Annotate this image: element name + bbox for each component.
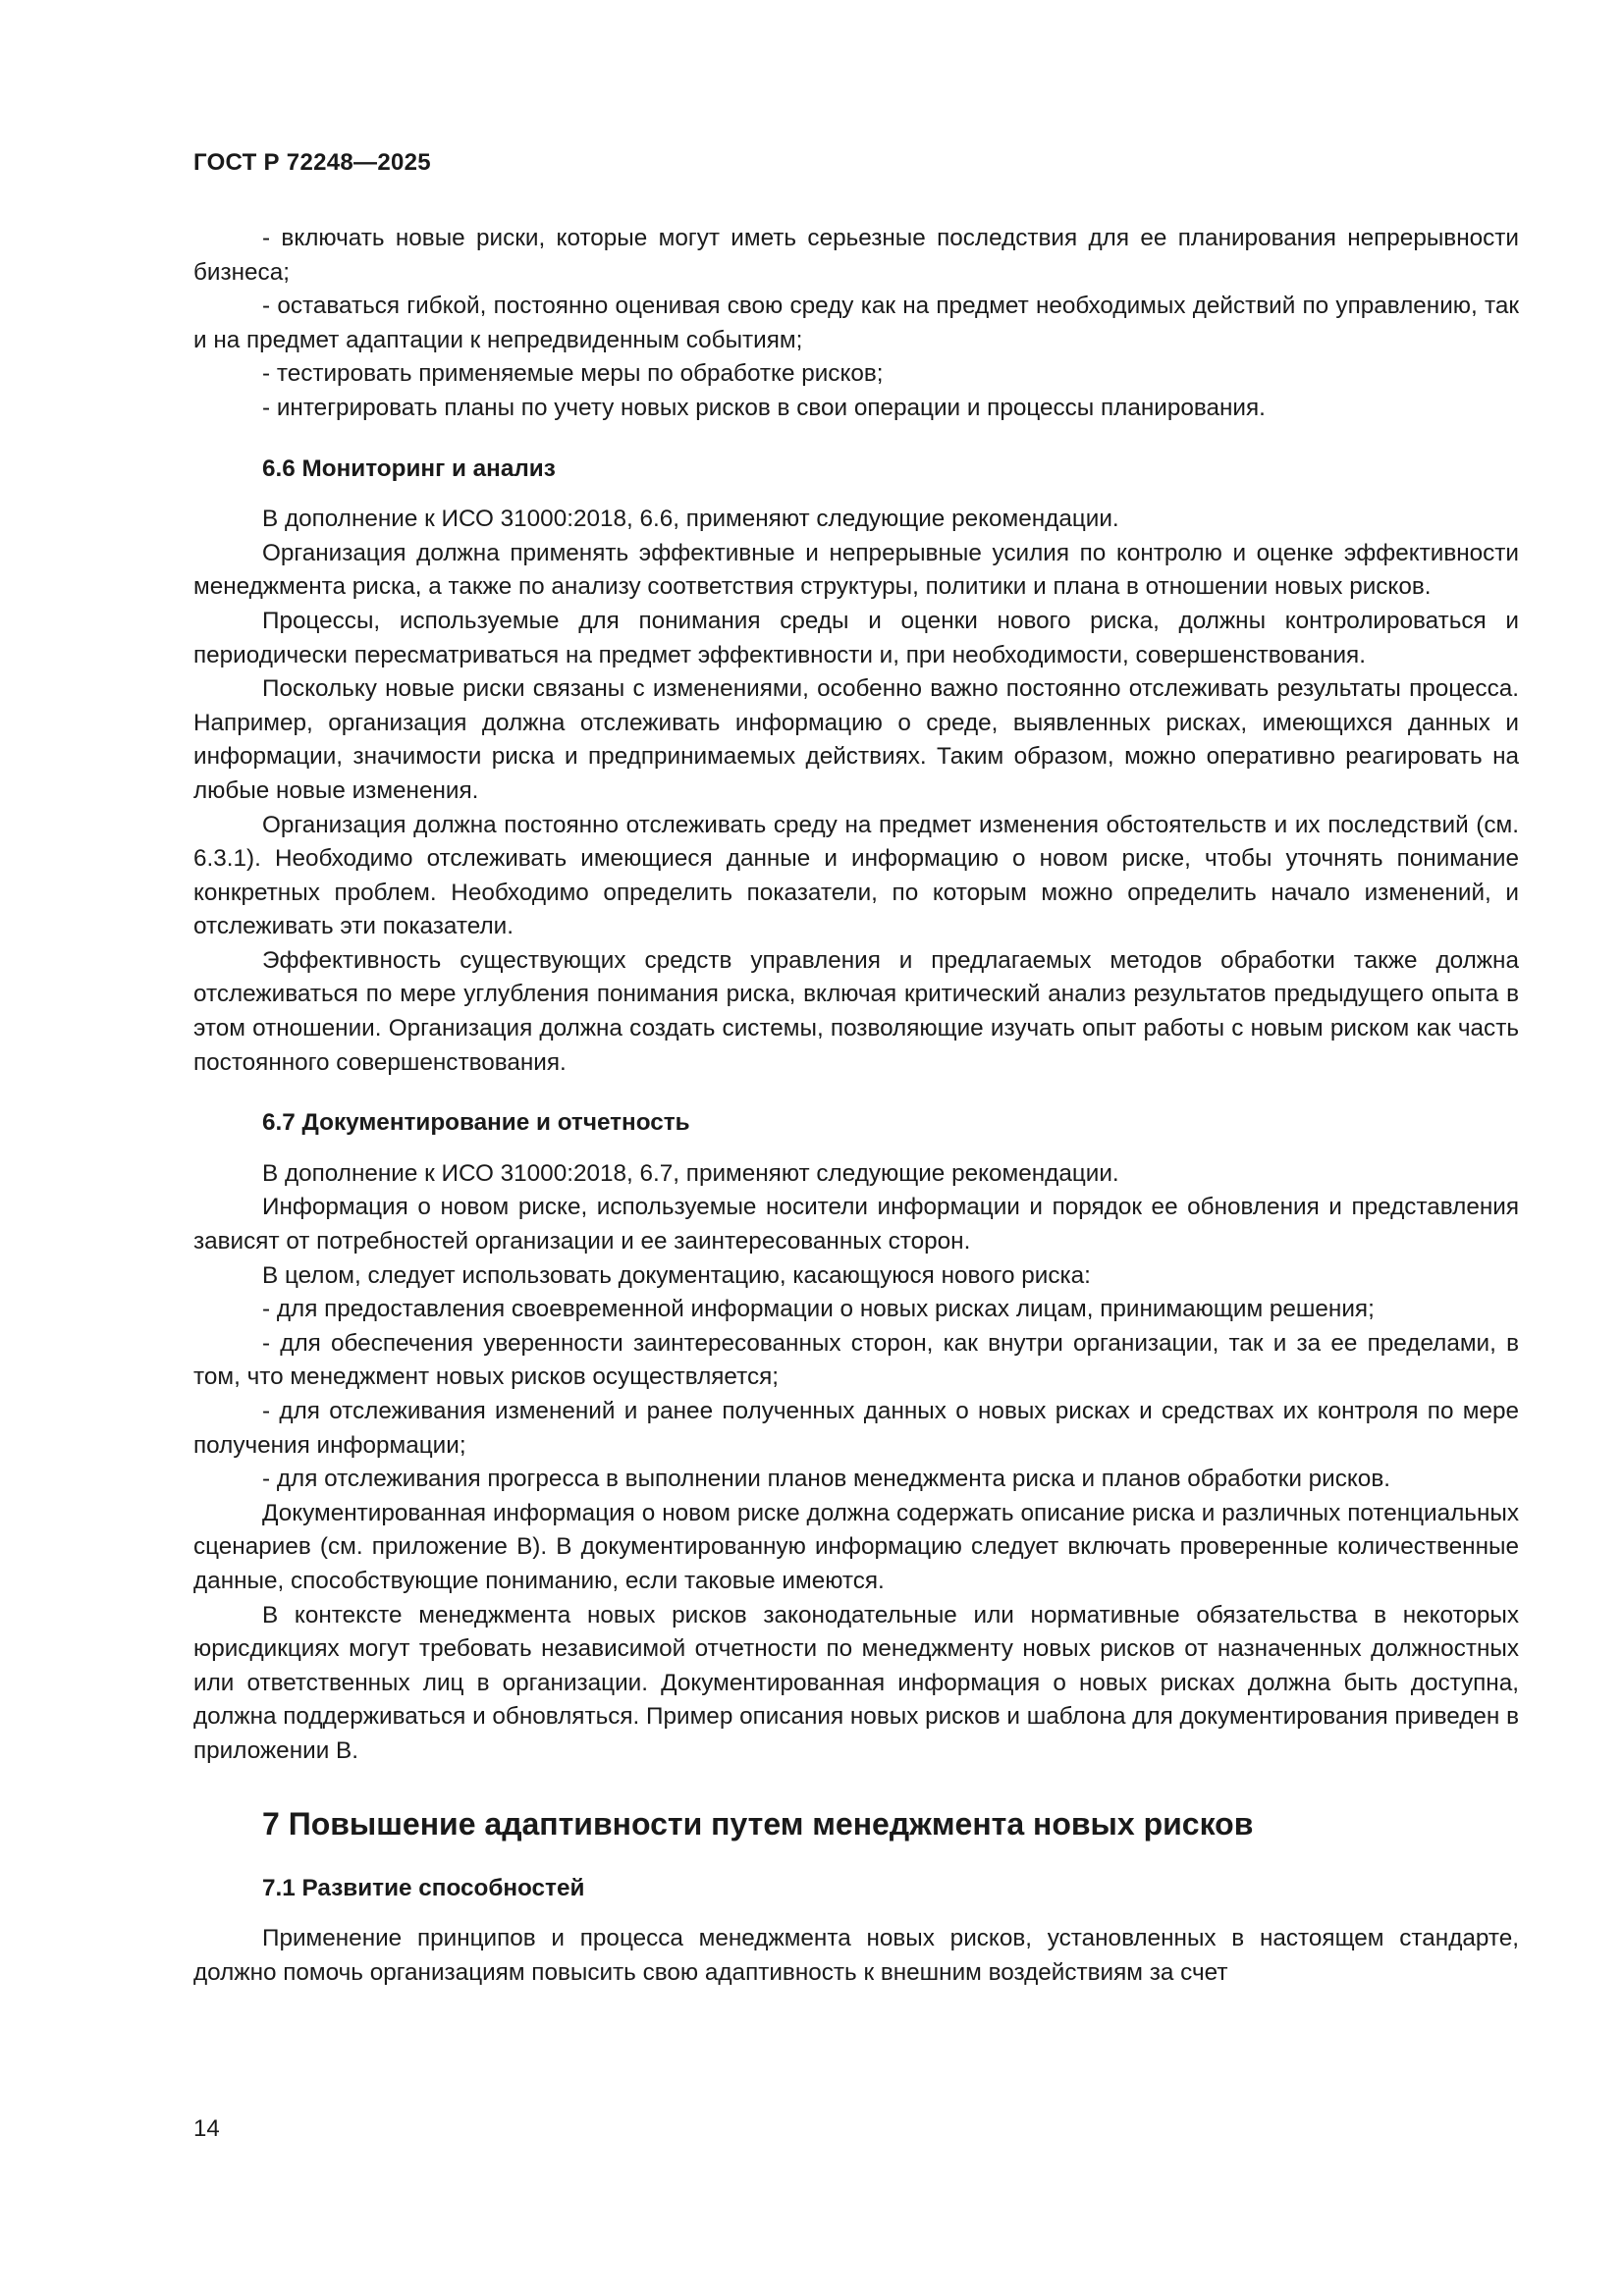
section-7-heading: 7 Повышение адаптивности путем менеджмента новых рисков [262, 1805, 1254, 1842]
intro-paragraph-1: - включать новые риски, которые могут иметь серьезные последствия для ее планирования непрерывности бизнеса; [193, 225, 1519, 286]
section-6-6-heading: 6.6 Мониторинг и анализ [262, 454, 556, 482]
section-6-6-paragraph-5: Организация должна постоянно отслеживать среду на предмет изменения обстоятельств и их последствий (см. 6.3.1). Необходимо отслеживать имеющиеся данные и информацию о новом риске, чтобы уточнять понимание конкретных проблем. Необходимо определить показатели, по которым можно определить начало изменений, и отслеживать эти показатели. [193, 811, 1519, 940]
section-6-6-paragraph-4: Поскольку новые риски связаны с изменениями, особенно важно постоянно отслеживать результаты процесса. Например, организация должна отслеживать информацию о среде, выявленных рисках, имеющихся данных и информации, значимости риска и предпринимаемых действиях. Таким образом, можно оперативно реагировать на любые новые изменения. [193, 675, 1519, 804]
section-6-6-paragraph-3: Процессы, используемые для понимания среды и оценки нового риска, должны контролироваться и периодически пересматриваться на предмет эффективности и, при необходимости, совершенствования. [193, 607, 1519, 668]
page-number: 14 [193, 2115, 220, 2142]
section-6-7-paragraph-9: В контексте менеджмента новых рисков законодательные или нормативные обязательства в некоторых юрисдикциях могут требовать независимой отчетности по менеджменту новых рисков от назначенных должностных или ответственных лиц в организации. Документированная информация о новых рисках должна быть доступна, должна поддерживаться и обновляться. Пример описания новых рисков и шаблона для документирования приведен в приложении В. [193, 1601, 1519, 1764]
section-6-7-paragraph-7: - для отслеживания прогресса в выполнении планов менеджмента риска и планов обработки рисков. [262, 1466, 1390, 1493]
intro-paragraph-3: - тестировать применяемые меры по обработке рисков; [262, 360, 884, 388]
section-6-7-paragraph-8: Документированная информация о новом риске должна содержать описание риска и различных потенциальных сценариев (см. приложение В). В документированную информацию следует включать проверенные количественные данные, способствующие пониманию, если таковые имеются. [193, 1499, 1519, 1594]
section-7-1-paragraph-1: Применение принципов и процесса менеджмента новых рисков, установленных в настоящем стандарте, должно помочь организациям повысить свою адаптивность к внешним воздействиям за счет [193, 1925, 1519, 1986]
intro-paragraph-2: - оставаться гибкой, постоянно оценивая свою среду как на предмет необходимых действий по управлению, так и на предмет адаптации к непредвиденным событиям; [193, 293, 1519, 353]
section-6-7-paragraph-3: В целом, следует использовать документацию, касающуюся нового риска: [262, 1261, 1091, 1289]
section-6-7-paragraph-6: - для отслеживания изменений и ранее полученных данных о новых рисках и средствах их контроля по мере получения информации; [193, 1398, 1519, 1459]
section-6-7-heading: 6.7 Документирование и отчетность [262, 1109, 690, 1137]
section-6-7-paragraph-5: - для обеспечения уверенности заинтересованных сторон, как внутри организации, так и за ее пределами, в том, что менеджмент новых рисков осуществляется; [193, 1329, 1519, 1391]
section-6-7-paragraph-1: В дополнение к ИСО 31000:2018, 6.7, применяют следующие рекомендации. [262, 1159, 1119, 1187]
section-6-7-paragraph-2: Информация о новом риске, используемые носители информации и порядок ее обновления и представления зависят от потребностей организации и ее заинтересованных сторон. [193, 1194, 1519, 1255]
section-6-6-paragraph-6: Эффективность существующих средств управления и предлагаемых методов обработки также должна отслеживаться по мере углубления понимания риска, включая критический анализ результатов предыдущего опыта в этом отношении. Организация должна создать системы, позволяющие изучать опыт работы с новым риском как часть постоянного совершенствования. [193, 946, 1519, 1076]
intro-paragraph-4: - интегрировать планы по учету новых рисков в свои операции и процессы планирования. [262, 394, 1266, 421]
section-6-7-paragraph-4: - для предоставления своевременной информации о новых рисках лицам, принимающим решения; [262, 1296, 1375, 1323]
section-6-6-paragraph-1: В дополнение к ИСО 31000:2018, 6.6, применяют следующие рекомендации. [262, 506, 1119, 533]
document-header: ГОСТ Р 72248—2025 [193, 149, 431, 176]
page-content [193, 222, 1519, 1990]
section-7-1-heading: 7.1 Развитие способностей [262, 1874, 585, 1901]
section-6-6-paragraph-2: Организация должна применять эффективные и непрерывные усилия по контролю и оценке эффективности менеджмента риска, а также по анализу соответствия структуры, политики и плана в отношении новых рисков. [193, 539, 1519, 601]
